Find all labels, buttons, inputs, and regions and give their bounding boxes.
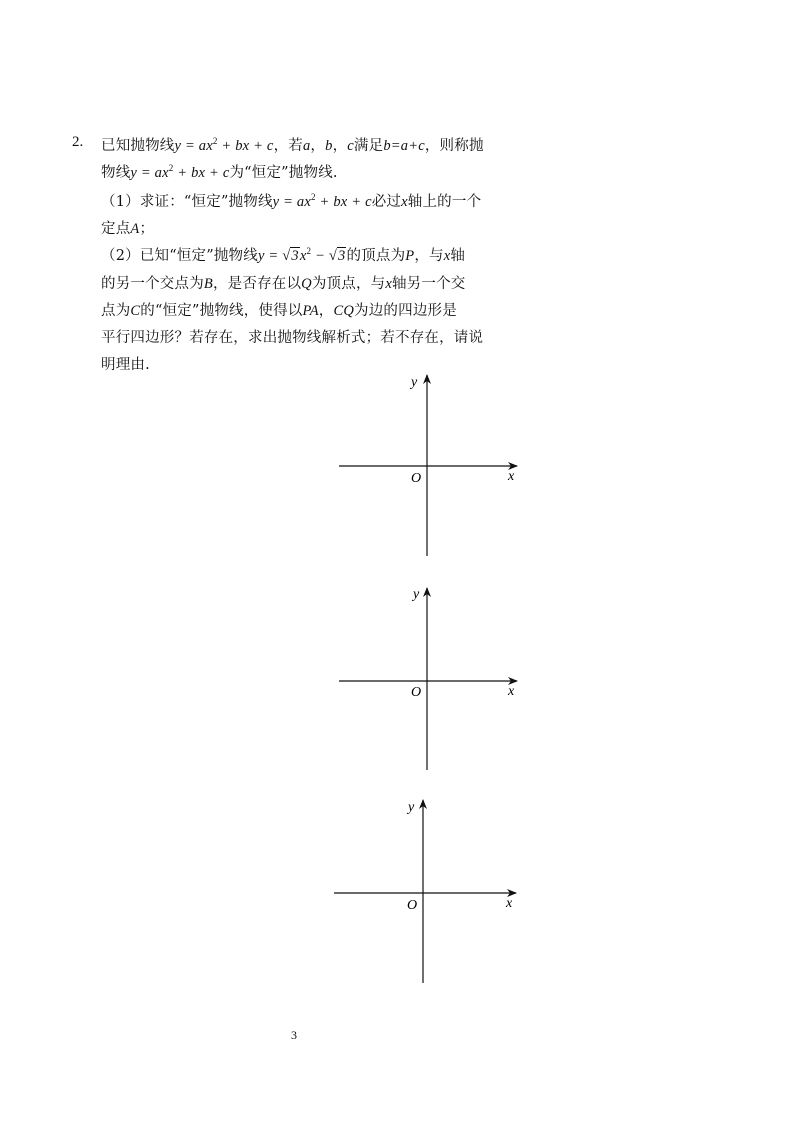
origin-label: O <box>411 471 422 486</box>
x-axis-label: x <box>506 896 513 911</box>
y-axis-label: y <box>413 587 420 602</box>
x-axis-label: x <box>508 684 515 699</box>
coordinate-graph-3 <box>334 800 516 983</box>
problem-line-2: 物线$y = ax^2$ + bx + c为“恒定”抛物线. <box>101 163 338 181</box>
problem-line-3: （1）求证：“恒定”抛物线$y = ax^2$ + bx + c必过x轴上的一个 <box>101 192 482 210</box>
problem-line-9: 明理由. <box>101 357 150 373</box>
coordinate-graph-2 <box>339 587 517 770</box>
page-number: 3 <box>291 1028 297 1042</box>
problem-line-1: 已知抛物线$y = ax^2$ + bx + c，若a，b，c满足b=a+c，则称抛 <box>101 136 484 154</box>
problem-line-5: （2）已知“恒定”抛物线$y = √3x^2 - √3$的顶点为P，与x轴 <box>101 246 466 264</box>
problem-number: 2. <box>72 134 84 150</box>
y-axis-label: y <box>411 375 418 390</box>
coordinate-graph-1 <box>339 375 517 556</box>
problem-line-7: 点为C的“恒定”抛物线，使得以PA，CQ为边的四边形是 <box>101 303 457 319</box>
problem-line-8: 平行四边形？若存在，求出抛物线解析式；若不存在，请说 <box>101 330 484 346</box>
problem-line-4: 定点A； <box>101 221 155 237</box>
origin-label: O <box>407 898 418 913</box>
problem-line-6: 的另一个交点为B，是否存在以Q为顶点，与x轴另一个交 <box>101 276 466 292</box>
origin-label: O <box>411 685 422 700</box>
y-axis-label: y <box>408 800 415 815</box>
x-axis-label: x <box>508 469 515 484</box>
